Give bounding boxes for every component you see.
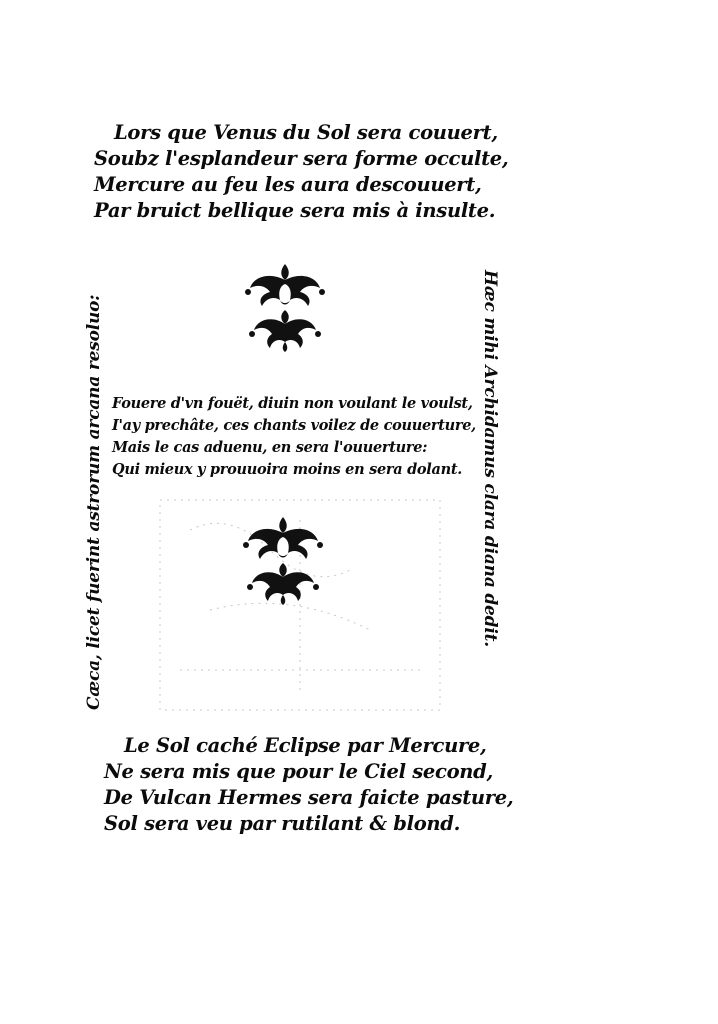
- verse-line: Par bruict bellique sera mis à insulte.: [94, 199, 496, 222]
- fleuron-ornament-icon: [238, 515, 328, 605]
- verse-line: Qui mieux y prouuoira moins en sera dolant.: [112, 461, 462, 478]
- verse-line: Lors que Venus du Sol sera couuert,: [114, 121, 498, 144]
- verse-line: Le Sol caché Eclipse par Mercure,: [124, 734, 487, 757]
- verse-line: I'ay prechâte, ces chants voilez de couuerture,: [112, 417, 476, 434]
- stanza-bottom: [104, 733, 513, 837]
- side-inscription-text: Hæc mihi Archidamus clara diana dedit.: [480, 270, 500, 647]
- verse-line: Mercure au feu les aura descouuert,: [94, 173, 482, 196]
- verse-line: Soubz l'esplandeur sera forme occulte,: [94, 147, 509, 170]
- fleuron-ornament-icon: [240, 262, 330, 352]
- stanza-top: [94, 120, 508, 224]
- verse-line: Sol sera veu par rutilant & blond.: [104, 812, 461, 835]
- verse-line: Fouere d'vn fouët, diuin non voulant le voulst,: [112, 395, 473, 412]
- side-inscription-left: [84, 290, 104, 710]
- verse-line: Ne sera mis que pour le Ciel second,: [104, 760, 493, 783]
- side-inscription-right: [478, 270, 498, 650]
- stanza-middle: [112, 393, 476, 481]
- verse-line: Mais le cas aduenu, en sera l'ouuerture:: [112, 439, 428, 456]
- side-inscription-text: Cæca, licet fuerint astrorum arcana resoluo:: [84, 294, 104, 710]
- verse-line: De Vulcan Hermes sera faicte pasture,: [104, 786, 514, 809]
